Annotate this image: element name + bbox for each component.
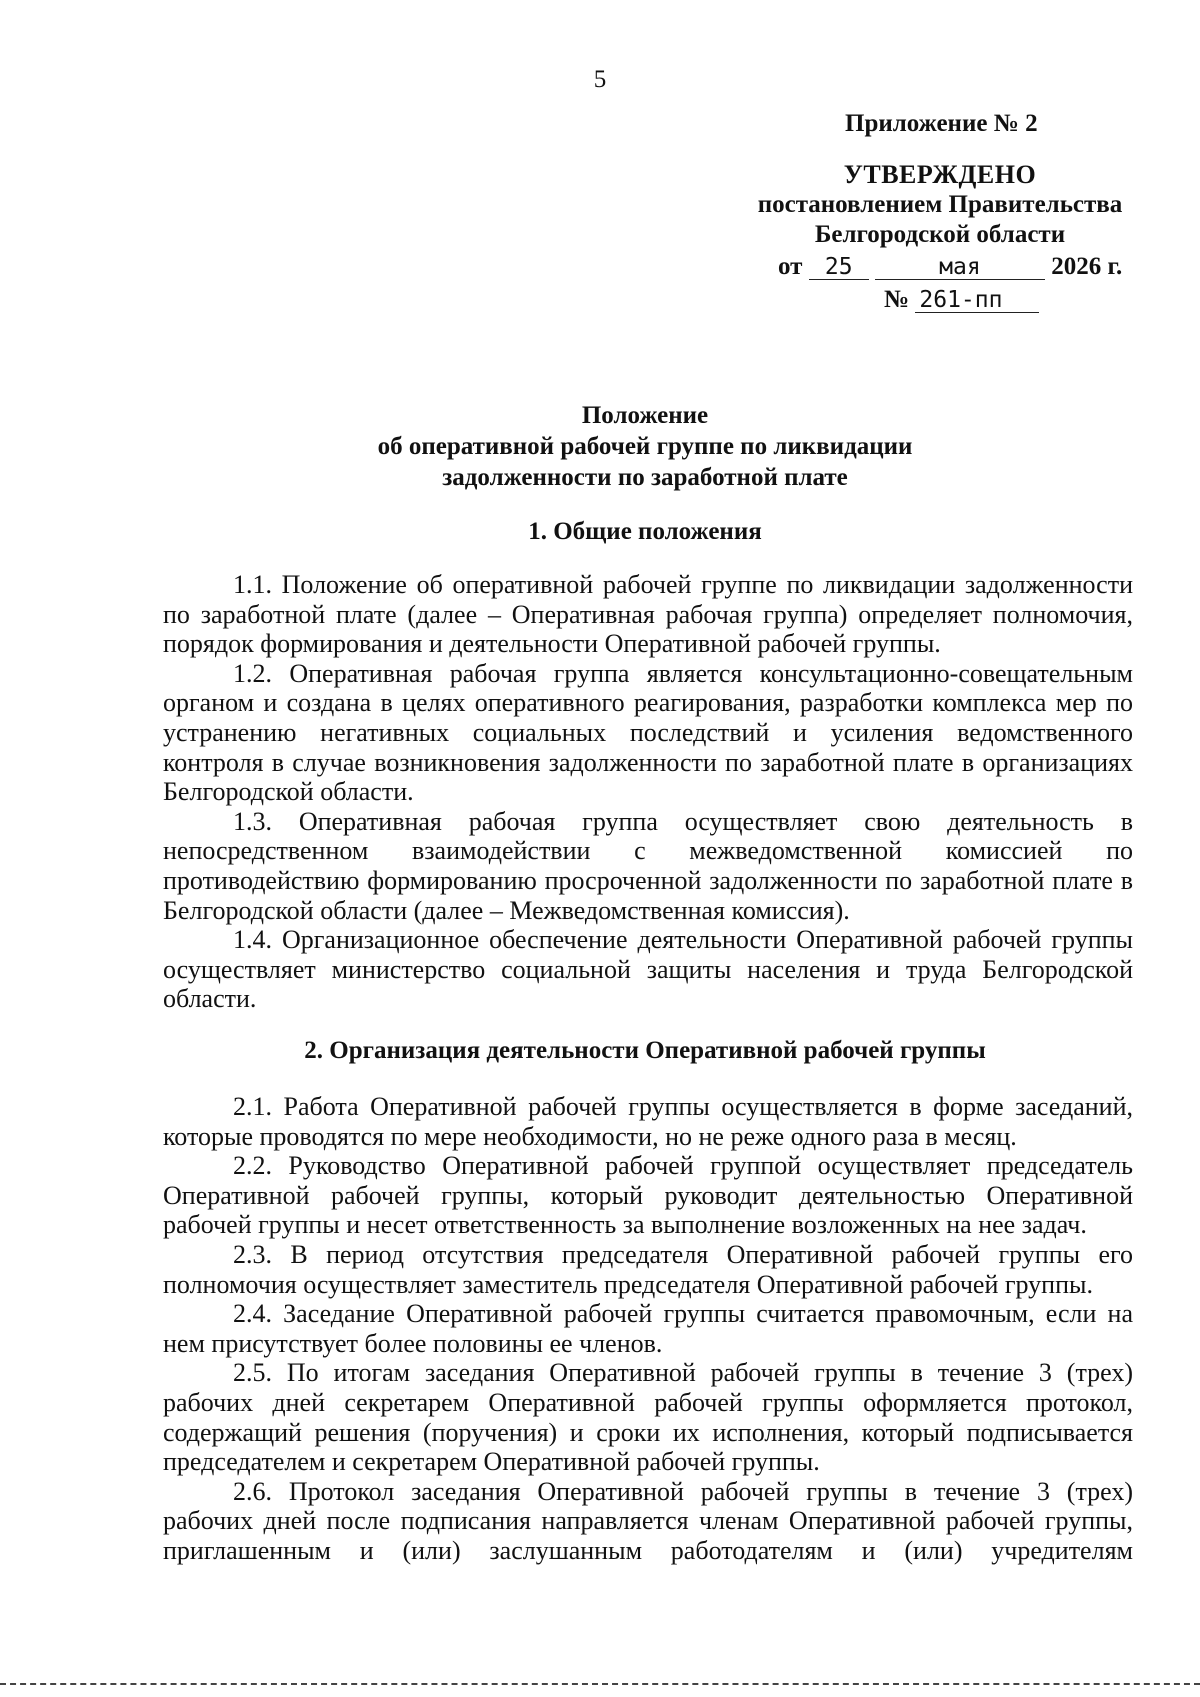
approval-line-2: Белгородской области [814, 221, 1066, 248]
approval-number [884, 286, 1039, 314]
paragraph-1-2: 1.2. Оперативная рабочая группа является консультационно-совещательным органом и создана в целях оперативного реагирования, разработки комплекса мер по устранению негативных социальных последствий и усиления ведомственного контроля в случае возникновения задолженности по заработной плате в организациях Белгородской области. [163, 658, 1133, 807]
paragraph-1-3: 1.3. Оперативная рабочая группа осуществляет свою деятельность в непосредственном взаимодействии с межведомственной комиссией по противодействию формированию просроченной задолженности по заработной плате в Белгородской области (далее – Межведомственная комиссия). [163, 806, 1133, 925]
date-day: 25 [809, 255, 869, 280]
paragraph-2-4: 2.4. Заседание Оперативной рабочей группы считается правомочным, если на нем присутствует более половины ее членов. [163, 1299, 1133, 1358]
paragraph-2-5: 2.5. По итогам заседания Оперативной рабочей группы в течение 3 (трех) рабочих дней секретарем Оперативной рабочей группы оформляется протокол, содержащий решения (поручения) и сроки их исполнения, который подписывается председателем и секретарем Оперативной рабочей группы. [163, 1358, 1133, 1477]
date-year: 2026 г. [1051, 253, 1123, 280]
section-1-heading: 1. Общие положения [528, 518, 762, 545]
paragraph-2-1: 2.1. Работа Оперативной рабочей группы осуществляется в форме заседаний, которые проводятся по мере необходимости, но не реже одного раза в месяц. [163, 1092, 1133, 1151]
document-title-line-3: задолженности по заработной плате [442, 464, 848, 491]
document-title [0, 400, 1200, 493]
paragraph-1-4: 1.4. Организационное обеспечение деятельности Оперативной рабочей группы осуществляет министерство социальной защиты населения и труда Белгородской области. [163, 925, 1133, 1014]
section-2-body [163, 1092, 1133, 1566]
number-prefix: № [884, 286, 910, 313]
appendix-label: Приложение № 2 [845, 110, 1038, 137]
date-month: мая [875, 255, 1045, 280]
paragraph-2-3: 2.3. В период отсутствия председателя Оперативной рабочей группы его полномочия осуществляет заместитель председателя Оперативной рабочей группы. [163, 1239, 1133, 1299]
approval-title: УТВЕРЖДЕНО [843, 160, 1037, 189]
paragraph-2-6: 2.6. Протокол заседания Оперативной рабочей группы в течение 3 (трех) рабочих дней после подписания направляется членам Оперативной рабочей группы, приглашенным и (или) заслушанным работодателям и (или) учредителям [163, 1476, 1133, 1565]
paragraph-2-2: 2.2. Руководство Оперативной рабочей группой осуществляет председатель Оперативной рабочей группы, который руководит деятельностью Оперативной рабочей группы и несет ответственность за выполнение возложенных на нее задач. [163, 1151, 1133, 1240]
bottom-divider [0, 1683, 1200, 1685]
document-title-line-2: об оперативной рабочей группе по ликвидации [377, 433, 913, 460]
document-title-line-1: Положение [581, 402, 709, 429]
approval-stamp [740, 160, 1140, 250]
date-prefix: от [778, 253, 803, 280]
section-2-heading: 2. Организация деятельности Оперативной рабочей группы [304, 1037, 986, 1064]
page-number: 5 [593, 66, 607, 93]
paragraph-1-1: 1.1. Положение об оперативной рабочей группе по ликвидации задолженности по заработной плате (далее – Оперативная рабочая группа) определяет полномочия, порядок формирования и деятельности Оперативной рабочей группы. [163, 570, 1133, 659]
approval-line-1: постановлением Правительства [757, 191, 1123, 218]
number-value: 261-пп [915, 288, 1039, 313]
approval-date [778, 253, 1122, 281]
section-1-body [163, 570, 1133, 1014]
